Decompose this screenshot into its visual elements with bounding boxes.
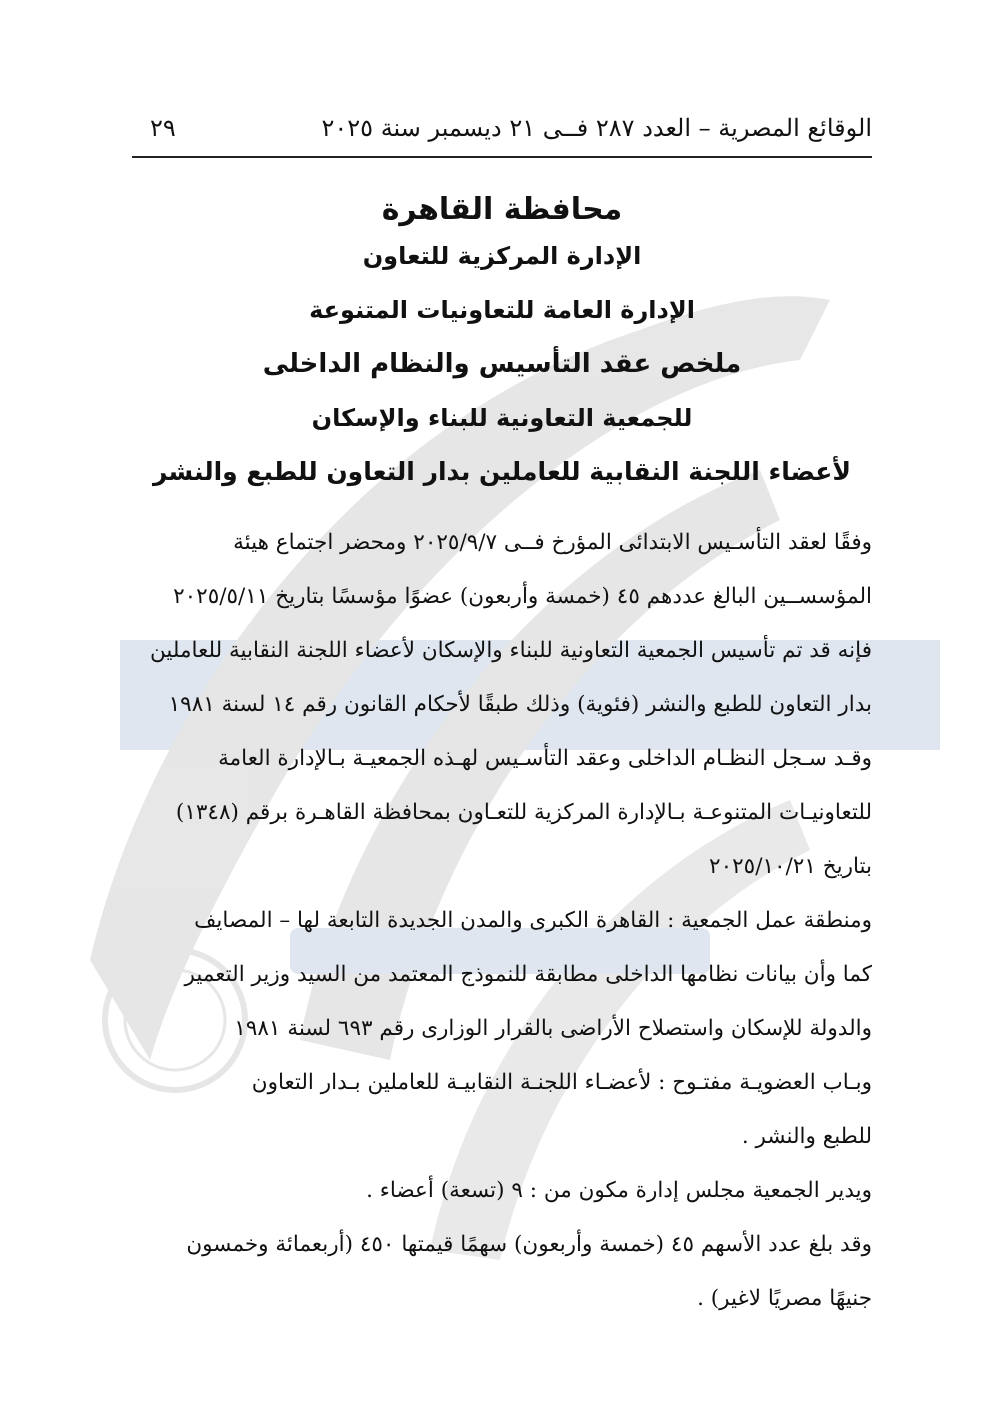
paragraph-bylaws: كما وأن بيانات نظامها الداخلى مطابقة للنموذج المعتمد من السيد وزير التعمير والدولة للإسكان واستصلاح الأراضى بالقرار الوزارى رقم ٦٩٣ لسنة ١٩٨١: [184, 962, 872, 1041]
document-headings: [132, 188, 872, 492]
paragraph-membership: وبـاب العضويـة مفتـوح : لأعضـاء اللجنـة النقابيـة للعاملين بـدار التعاون للطبع والنشر .: [251, 1070, 872, 1149]
paragraph-shares: وقد بلغ عدد الأسهم ٤٥ (خمسة وأربعون) سهمًا قيمتها ٤٥٠ (أربعمائة وخمسون جنيهًا مصريًا لاغير) .: [186, 1232, 872, 1311]
page-number: ٢٩: [150, 114, 176, 142]
governorate-title: محافظة القاهرة: [381, 192, 623, 227]
paragraph-founding: وفقًا لعقد التأسـيس الابتدائى المؤرخ فــى ٢٠٢٥/٩/٧ ومحضر اجتماع هيئة المؤسســين البالغ عددهم ٤٥ (خمسة وأربعون) عضوًا مؤسسًا بتاريخ ٢٠٢٥/٥/١١ فإنه قد تم تأسيس الجمعية التعاونية للبناء والإسكان لأعضاء اللجنة النقابية للعاملين بدار التعاون للطبع والنشر (فئوية) وذلك طبقًا لأحكام القانون رقم ١٤ لسنة ١٩٨١: [150, 530, 872, 717]
document-body: [132, 516, 872, 1326]
members-heading: لأعضاء اللجنة النقابية للعاملين بدار التعاون للطبع والنشر: [153, 457, 851, 486]
header-divider: [132, 156, 872, 158]
running-header: [132, 114, 872, 154]
summary-title: ملخص عقد التأسيس والنظام الداخلى: [262, 349, 742, 379]
running-title: الوقائع المصرية – العدد ٢٨٧ فــى ٢١ ديسمبر سنة ٢٠٢٥: [321, 114, 872, 142]
central-admin-heading: الإدارة المركزية للتعاون: [362, 242, 642, 270]
paragraph-registration: وقـد سـجل النظـام الداخلى وعقد التأسـيس لهـذه الجمعيـة بـالإدارة العامة للتعاونيـات المتنوعـة بـالإدارة المركزية للتعـاون بمحافظة القاهـرة برقم (١٣٤٨) بتاريخ ٢٠٢٥/١٠/٢١: [175, 746, 872, 879]
paragraph-work-area: ومنطقة عمل الجمعية : القاهرة الكبرى والمدن الجديدة التابعة لها – المصايف: [194, 908, 872, 933]
paragraph-board: ويدير الجمعية مجلس إدارة مكون من : ٩ (تسعة) أعضاء .: [366, 1178, 872, 1203]
general-admin-heading: الإدارة العامة للتعاونيات المتنوعة: [309, 296, 695, 324]
association-heading: للجمعية التعاونية للبناء والإسكان: [311, 404, 693, 432]
